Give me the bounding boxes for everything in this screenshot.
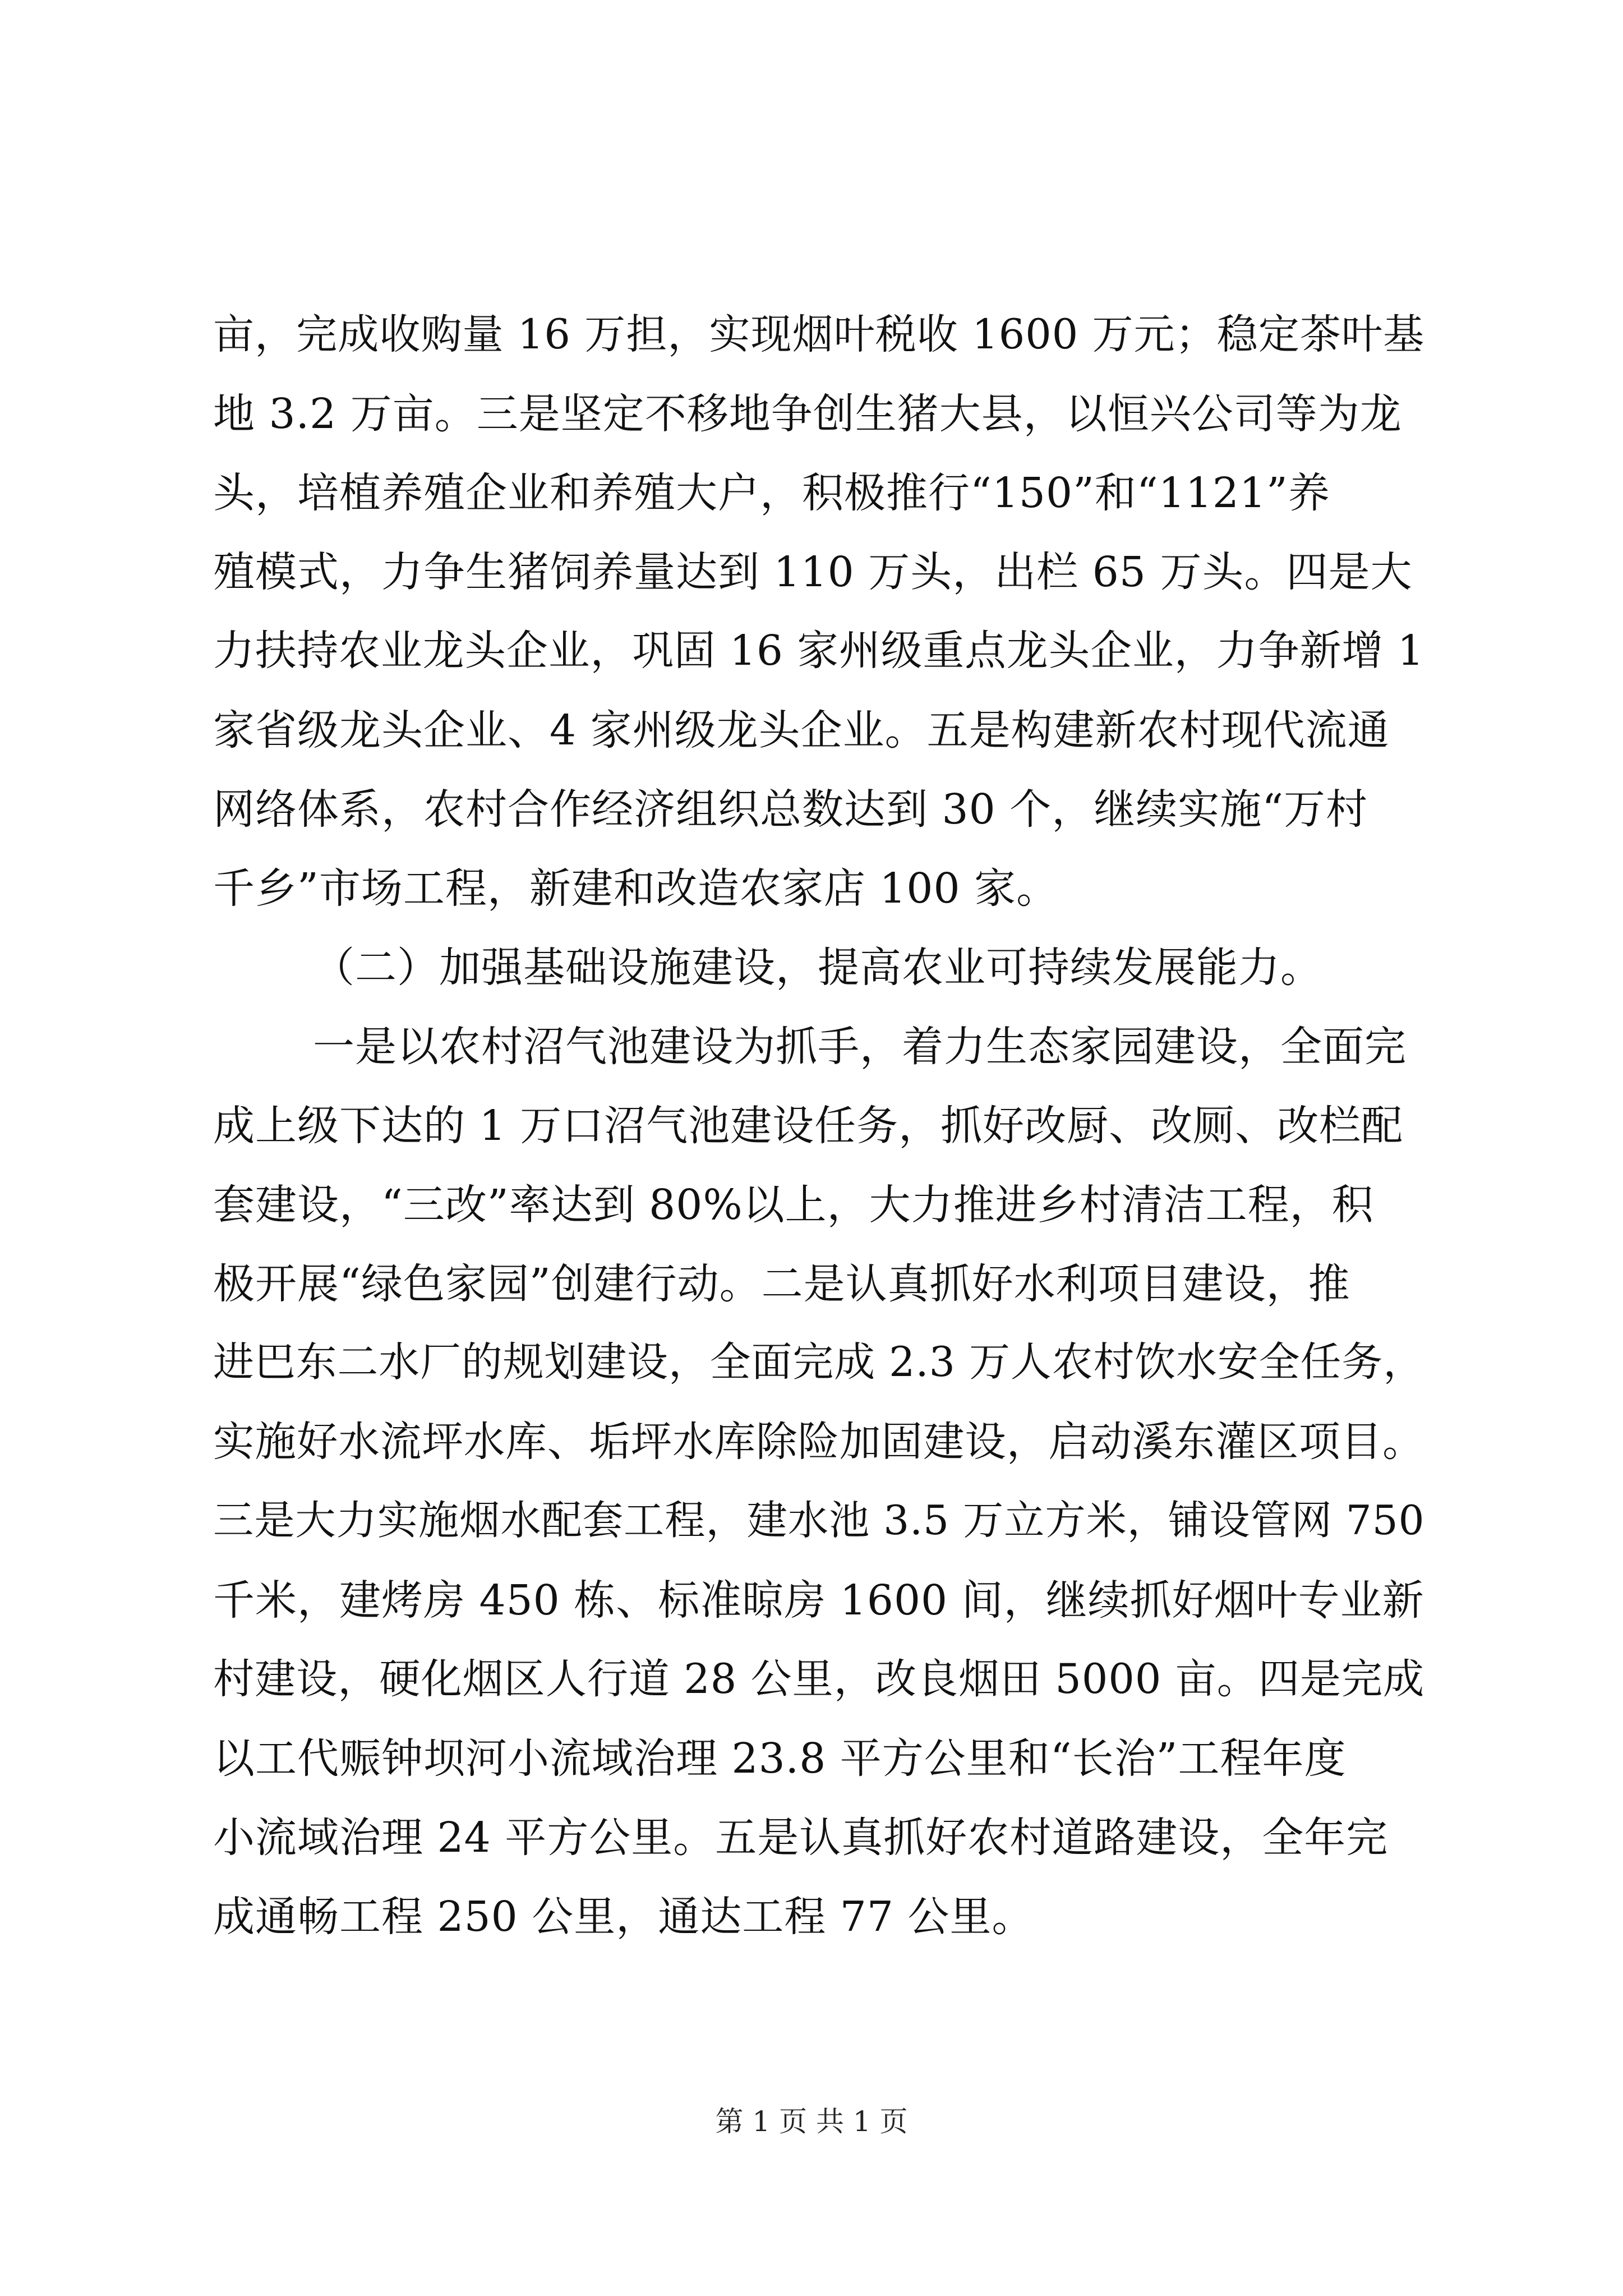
body-line-13: 极开展“绿色家园”创建行动。二是认真抓好水利项目建设，推 <box>213 1260 1350 1308</box>
body-line-5: 力扶持农业龙头企业，巩固 16 家州级重点龙头企业，力争新增 1 <box>213 627 1424 675</box>
body-line-8: 千乡”市场工程，新建和改造农家店 100 家。 <box>213 864 1059 913</box>
body-line-7: 网络体系，农村合作经济组织总数达到 30 个，继续实施“万村 <box>213 785 1368 834</box>
body-line-20: 小流域治理 24 平方公里。五是认真抓好农村道路建设，全年完 <box>213 1814 1389 1862</box>
body-line-4: 殖模式，力争生猪饲养量达到 110 万头，出栏 65 万头。四是大 <box>213 548 1413 596</box>
body-line-18: 村建设，硬化烟区人行道 28 公里，改良烟田 5000 亩。四是完成 <box>213 1655 1425 1703</box>
body-line-16: 三是大力实施烟水配套工程，建水池 3.5 万立方米，铺设管网 750 <box>213 1497 1425 1544</box>
body-line-10: 一是以农村沼气池建设为抓手，着力生态家园建设，全面完 <box>313 1023 1407 1071</box>
body-line-12: 套建设，“三改”率达到 80%以上，大力推进乡村清洁工程，积 <box>213 1181 1374 1229</box>
section-heading: （二）加强基础设施建设，提高农业可持续发展能力。 <box>313 944 1322 992</box>
body-line-6: 家省级龙头企业、4 家州级龙头企业。五是构建新农村现代流通 <box>213 706 1390 754</box>
page-footer: 第 1 页 共 1 页 <box>715 2105 908 2138</box>
body-line-3: 头，培植养殖企业和养殖大户，积极推行“150”和“1121”养 <box>213 469 1330 517</box>
body-line-19: 以工代赈钟坝河小流域治理 23.8 平方公里和“长治”工程年度 <box>213 1734 1347 1783</box>
body-line-2: 地 3.2 万亩。三是坚定不移地争创生猪大县，以恒兴公司等为龙 <box>213 390 1402 438</box>
body-line-14: 进巴东二水厂的规划建设，全面完成 2.3 万人农村饮水安全任务， <box>213 1338 1425 1386</box>
body-line-1: 亩，完成收购量 16 万担，实现烟叶税收 1600 万元；稳定茶叶基 <box>213 311 1425 358</box>
body-line-15: 实施好水流坪水库、垢坪水库除险加固建设，启动溪东灌区项目。 <box>213 1418 1424 1466</box>
body-line-17: 千米，建烤房 450 栋、标准晾房 1600 间，继续抓好烟叶专业新 <box>213 1576 1424 1625</box>
body-line-11: 成上级下达的 1 万口沼气池建设任务，抓好改厨、改厕、改栏配 <box>213 1102 1404 1150</box>
body-line-21: 成通畅工程 250 公里，通达工程 77 公里。 <box>213 1893 1034 1941</box>
